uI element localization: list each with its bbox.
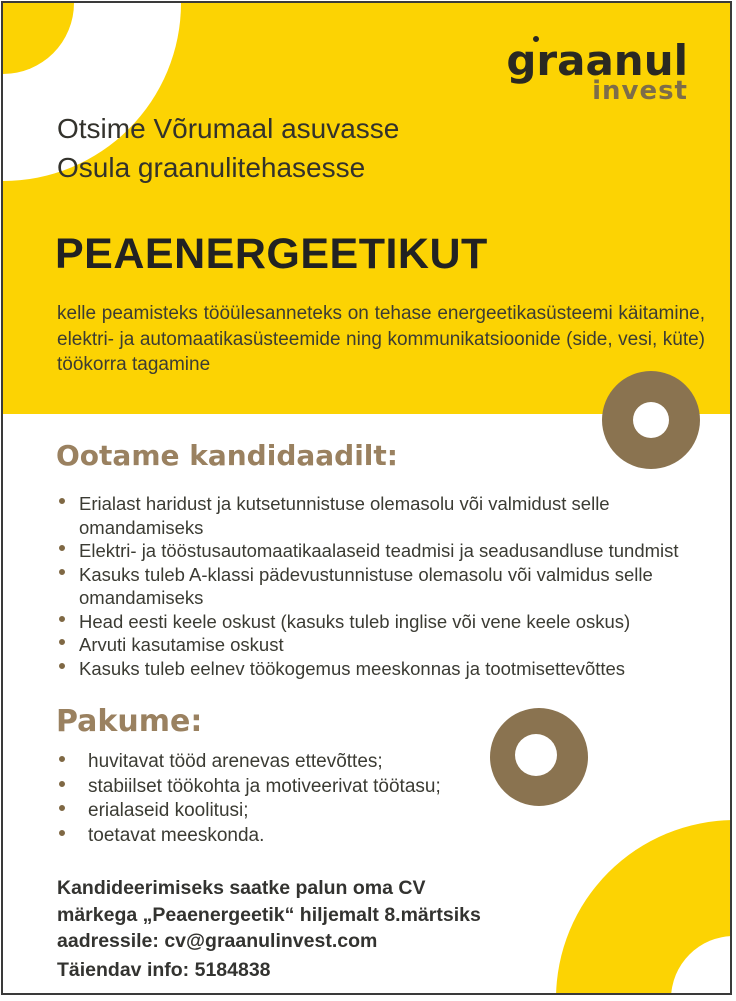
expectations-list: [59, 492, 723, 680]
intro-text: [57, 109, 399, 187]
job-flyer: [1, 1, 732, 995]
ring-bullet-icon: [59, 781, 65, 787]
ring-bullet-icon: [59, 805, 65, 811]
list-item: [59, 610, 723, 634]
ring-bullet-icon: [59, 639, 65, 645]
additional-info: Täiendav info: 5184838: [57, 959, 271, 981]
ring-bullet-icon: [59, 616, 65, 622]
list-item-text: Head eesti keele oskust (kasuks tuleb inglise või vene keele oskus): [79, 610, 631, 632]
position-title: PEAENERGEETIKUT: [55, 230, 488, 278]
intro-line-2: Osula graanulitehasesse: [57, 152, 366, 183]
list-item-text: Erialast haridust ja kutsetunnistuse olemasolu või valmidust selle omandamiseks: [79, 493, 610, 538]
application-instructions: [57, 875, 481, 955]
list-item-text: stabiilset töökohta ja motiveerivat töötasu;: [88, 775, 441, 797]
email-address: cv@graanulinvest.com: [164, 930, 378, 952]
job-description: kelle peamisteks tööülesanneteks on tehase energeetikasüsteemi käitamine, elektri- ja automaatikasüsteemide ning kommunikatsioonide (side, vesi, küte) töökorra tagamine: [57, 303, 705, 375]
list-item-text: Kasuks tuleb A-klassi pädevustunnistuse olemasolu või valmidus selle omandamiseks: [79, 563, 653, 608]
list-item-text: toetavat meeskonda.: [88, 824, 265, 846]
ring-bullet-icon: [59, 663, 65, 669]
intro-line-1: Otsime Võrumaal asuvasse: [57, 113, 400, 144]
list-item-text: Elektri- ja tööstusautomaatikaalaseid teadmisi ja seadusandluse tundmist: [79, 540, 679, 561]
logo-wordmark: [506, 36, 688, 85]
list-item-text: erialaseid koolitusi;: [88, 800, 249, 821]
graanul-invest-logo: [506, 36, 688, 107]
ring-bullet-icon: [59, 498, 65, 504]
donut-decoration-right: [602, 371, 700, 469]
list-item: [59, 539, 723, 563]
list-item-text: Kasuks tuleb eelnev töökogemus meeskonnas ja tootmisettevõttes: [79, 657, 626, 679]
application-line-3: [57, 928, 481, 955]
ring-bullet-icon: [59, 545, 65, 551]
list-item: [59, 775, 579, 800]
list-item: [59, 563, 723, 610]
offer-list: [59, 750, 579, 848]
list-item: [59, 799, 579, 824]
offer-heading: Pakume:: [56, 704, 203, 739]
expectations-heading: Ootame kandidaadilt:: [56, 439, 398, 472]
ring-bullet-icon: [59, 569, 65, 575]
address-prefix: aadressile:: [57, 930, 165, 952]
list-item-text: Arvuti kasutamise oskust: [79, 634, 284, 655]
application-line-1: Kandideerimiseks saatke palun oma CV: [57, 877, 426, 899]
list-item: [59, 750, 579, 775]
logo-main-text: graanul: [506, 36, 688, 85]
list-item-text: huvitavat tööd arenevas ettevõttes;: [88, 751, 383, 772]
list-item: [59, 633, 723, 657]
ring-bullet-icon: [59, 830, 65, 836]
ring-bullet-icon: [59, 756, 65, 762]
logo-sub-text: invest: [592, 76, 688, 107]
application-line-2: märkega „Peaenergeetik“ hiljemalt 8.märtsiks: [57, 903, 481, 926]
donut-hole: [633, 402, 669, 438]
list-item: [59, 492, 723, 539]
list-item: [59, 824, 579, 849]
list-item: [59, 657, 723, 681]
